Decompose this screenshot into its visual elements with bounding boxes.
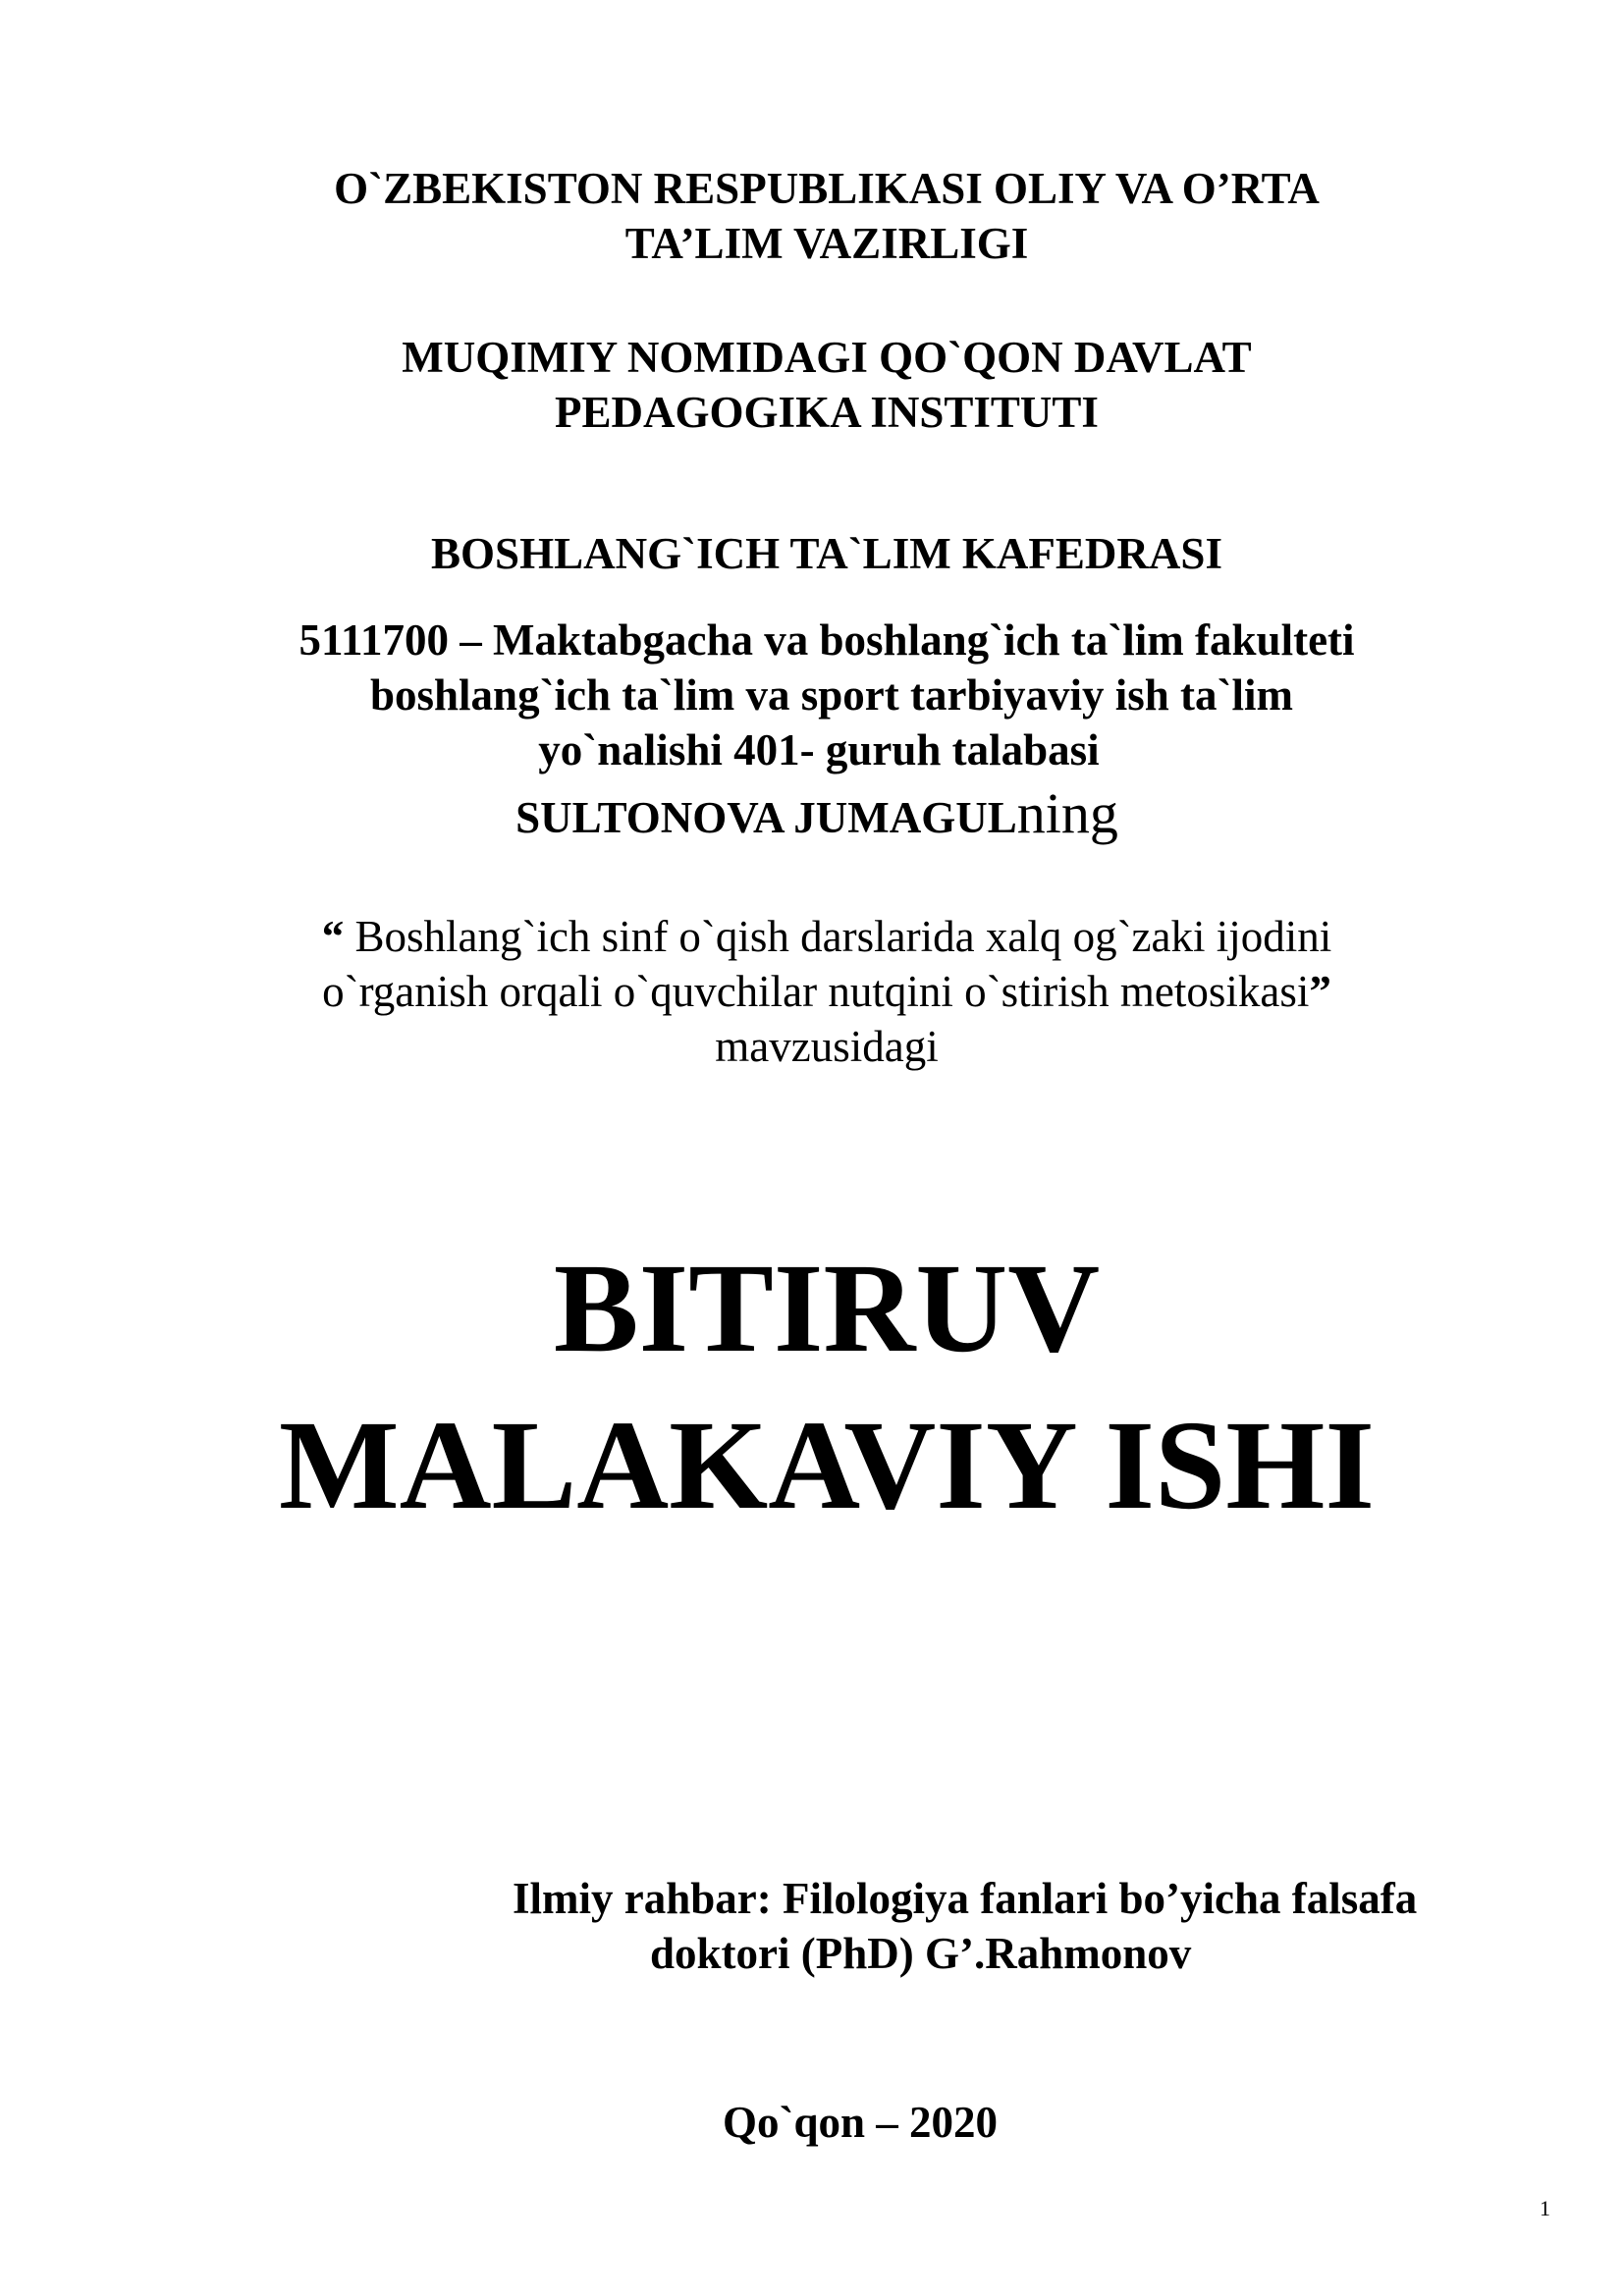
topic-line-2 xyxy=(15,967,1624,1016)
institute-line-1: MUQIMIY NOMIDAGI QO`QON DAVLAT xyxy=(402,333,1252,382)
ministry-line-2: TA’LIM VAZIRLIGI xyxy=(624,219,1029,268)
faculty-line-1: 5111700 – Maktabgacha va boshlang`ich ta`lim fakulteti xyxy=(298,615,1355,665)
city-year: Qo`qon – 2020 xyxy=(723,2098,999,2147)
institute-line-2: PEDAGOGIKA INSTITUTI xyxy=(555,388,1099,437)
page-number: 1 xyxy=(1540,2196,1550,2220)
student-name-text: SULTONOVA JUMAGUL xyxy=(515,793,1017,842)
topic-line-3: mavzusidagi xyxy=(715,1022,939,1071)
topic-line-1-text: Boshlang`ich sinf o`qish darslarida xalq og`zaki ijodini xyxy=(344,912,1332,961)
student-name xyxy=(5,781,1624,845)
document-title-line-2: MALAKAVIY ISHI xyxy=(278,1395,1376,1536)
topic-line-1 xyxy=(15,912,1624,961)
topic-open-quote: “ xyxy=(321,912,345,961)
department-name: BOSHLANG`ICH TA`LIM KAFEDRASI xyxy=(431,529,1222,578)
supervisor-line-1: Ilmiy rahbar: Filologiya fanlari bo’yicha falsafa xyxy=(513,1874,1418,1923)
faculty-line-3: yo`nalishi 401- guruh talabasi xyxy=(538,725,1100,774)
supervisor-line-2: doktori (PhD) G’.Rahmonov xyxy=(650,1929,1192,1978)
faculty-line-2: boshlang`ich ta`lim va sport tarbiyaviy ish ta`lim xyxy=(369,670,1294,720)
topic-line-2-text: o`rganish orqali o`quvchilar nutqini o`stirish metosikasi xyxy=(322,967,1310,1016)
student-name-suffix: ning xyxy=(1016,781,1118,845)
ministry-line-1: O`ZBEKISTON RESPUBLIKASI OLIY VA O’RTA xyxy=(334,164,1320,213)
topic-close-quote: ” xyxy=(1309,967,1331,1016)
document-title-line-1: BITIRUV xyxy=(553,1238,1101,1379)
